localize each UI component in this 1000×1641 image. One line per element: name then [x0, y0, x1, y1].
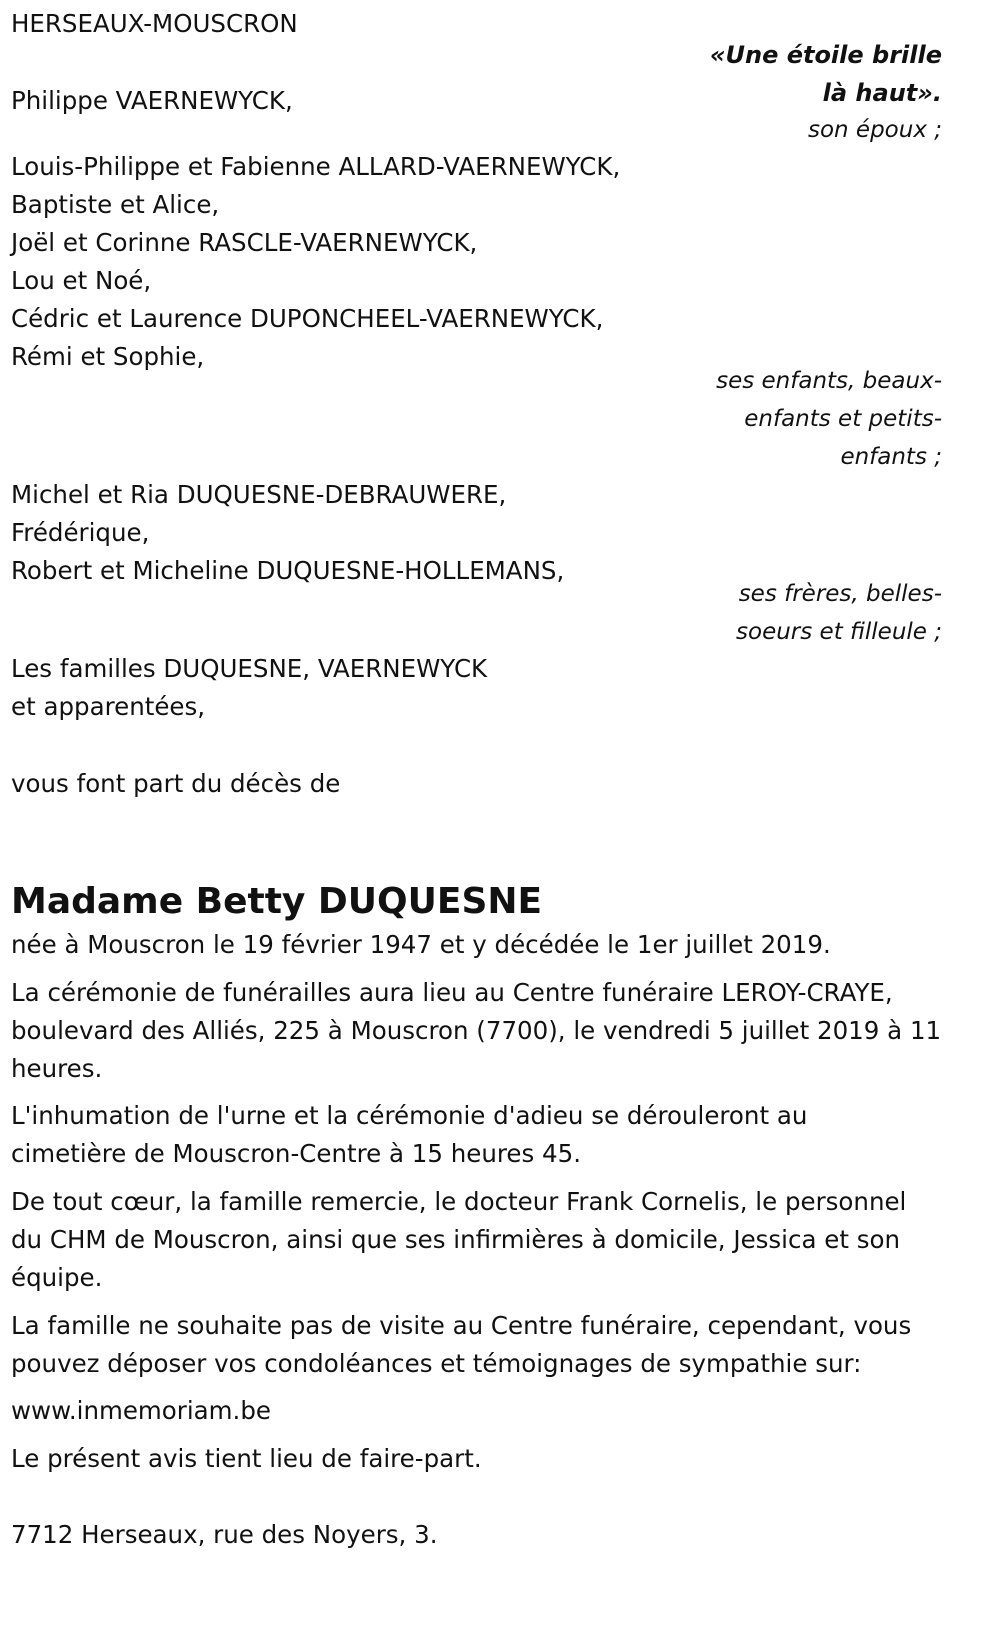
child-family-5: Cédric et Laurence DUPONCHEEL-VAERNEWYCK, [11, 304, 604, 333]
details-thanks-line-3: équipe. [11, 1263, 103, 1292]
motto-line-2: là haut». [822, 79, 942, 107]
sibling-family-1: Michel et Ria DUQUESNE-DEBRAUWERE, [11, 480, 507, 509]
location-header: HERSEAUX-MOUSCRON [11, 9, 298, 38]
details-burial-line-2: cimetière de Mouscron-Centre à 15 heures 45. [11, 1139, 582, 1168]
memorial-website: www.inmemoriam.be [11, 1396, 271, 1425]
details-visit-line-2: pouvez déposer vos condoléances et témoignages de sympathie sur: [11, 1349, 862, 1378]
child-family-3: Joël et Corinne RASCLE-VAERNEWYCK, [11, 228, 478, 257]
notice-statement: Le présent avis tient lieu de faire-part. [11, 1444, 482, 1473]
children-role-line-3: enfants ; [840, 444, 942, 470]
relatives-line-1: Les familles DUQUESNE, VAERNEWYCK [11, 654, 488, 683]
sibling-family-3: Robert et Micheline DUQUESNE-HOLLEMANS, [11, 556, 565, 585]
details-thanks-line-1: De tout cœur, la famille remercie, le docteur Frank Cornelis, le personnel [11, 1187, 907, 1216]
announcement: vous font part du décès de [11, 769, 341, 798]
siblings-role-line-2: soeurs et filleule ; [736, 619, 942, 645]
deceased-name: Madame Betty DUQUESNE [11, 881, 543, 922]
child-family-6: Rémi et Sophie, [11, 342, 205, 371]
relatives-line-2: et apparentées, [11, 692, 206, 721]
details-ceremony-line-3: heures. [11, 1054, 103, 1083]
siblings-role-line-1: ses frères, belles- [738, 581, 942, 607]
details-ceremony-line-2: boulevard des Alliés, 225 à Mouscron (7700), le vendredi 5 juillet 2019 à 11 [11, 1016, 942, 1045]
address: 7712 Herseaux, rue des Noyers, 3. [11, 1520, 438, 1549]
sibling-family-2: Frédérique, [11, 518, 150, 547]
spouse-name: Philippe VAERNEWYCK, [11, 86, 293, 115]
spouse-role: son époux ; [807, 117, 942, 143]
details-birth-death: née à Mouscron le 19 février 1947 et y décédée le 1er juillet 2019. [11, 930, 831, 959]
details-ceremony-line-1: La cérémonie de funérailles aura lieu au Centre funéraire LEROY-CRAYE, [11, 978, 893, 1007]
motto-line-1: «Une étoile brille [709, 41, 942, 69]
details-thanks-line-2: du CHM de Mouscron, ainsi que ses infirmières à domicile, Jessica et son [11, 1225, 901, 1254]
child-family-2: Baptiste et Alice, [11, 190, 220, 219]
details-visit-line-1: La famille ne souhaite pas de visite au Centre funéraire, cependant, vous [11, 1311, 912, 1340]
details-burial-line-1: L'inhumation de l'urne et la cérémonie d'adieu se dérouleront au [11, 1101, 808, 1130]
child-family-1: Louis-Philippe et Fabienne ALLARD-VAERNEWYCK, [11, 152, 621, 181]
child-family-4: Lou et Noé, [11, 266, 152, 295]
children-role-line-2: enfants et petits- [744, 406, 942, 432]
children-role-line-1: ses enfants, beaux- [716, 368, 942, 394]
